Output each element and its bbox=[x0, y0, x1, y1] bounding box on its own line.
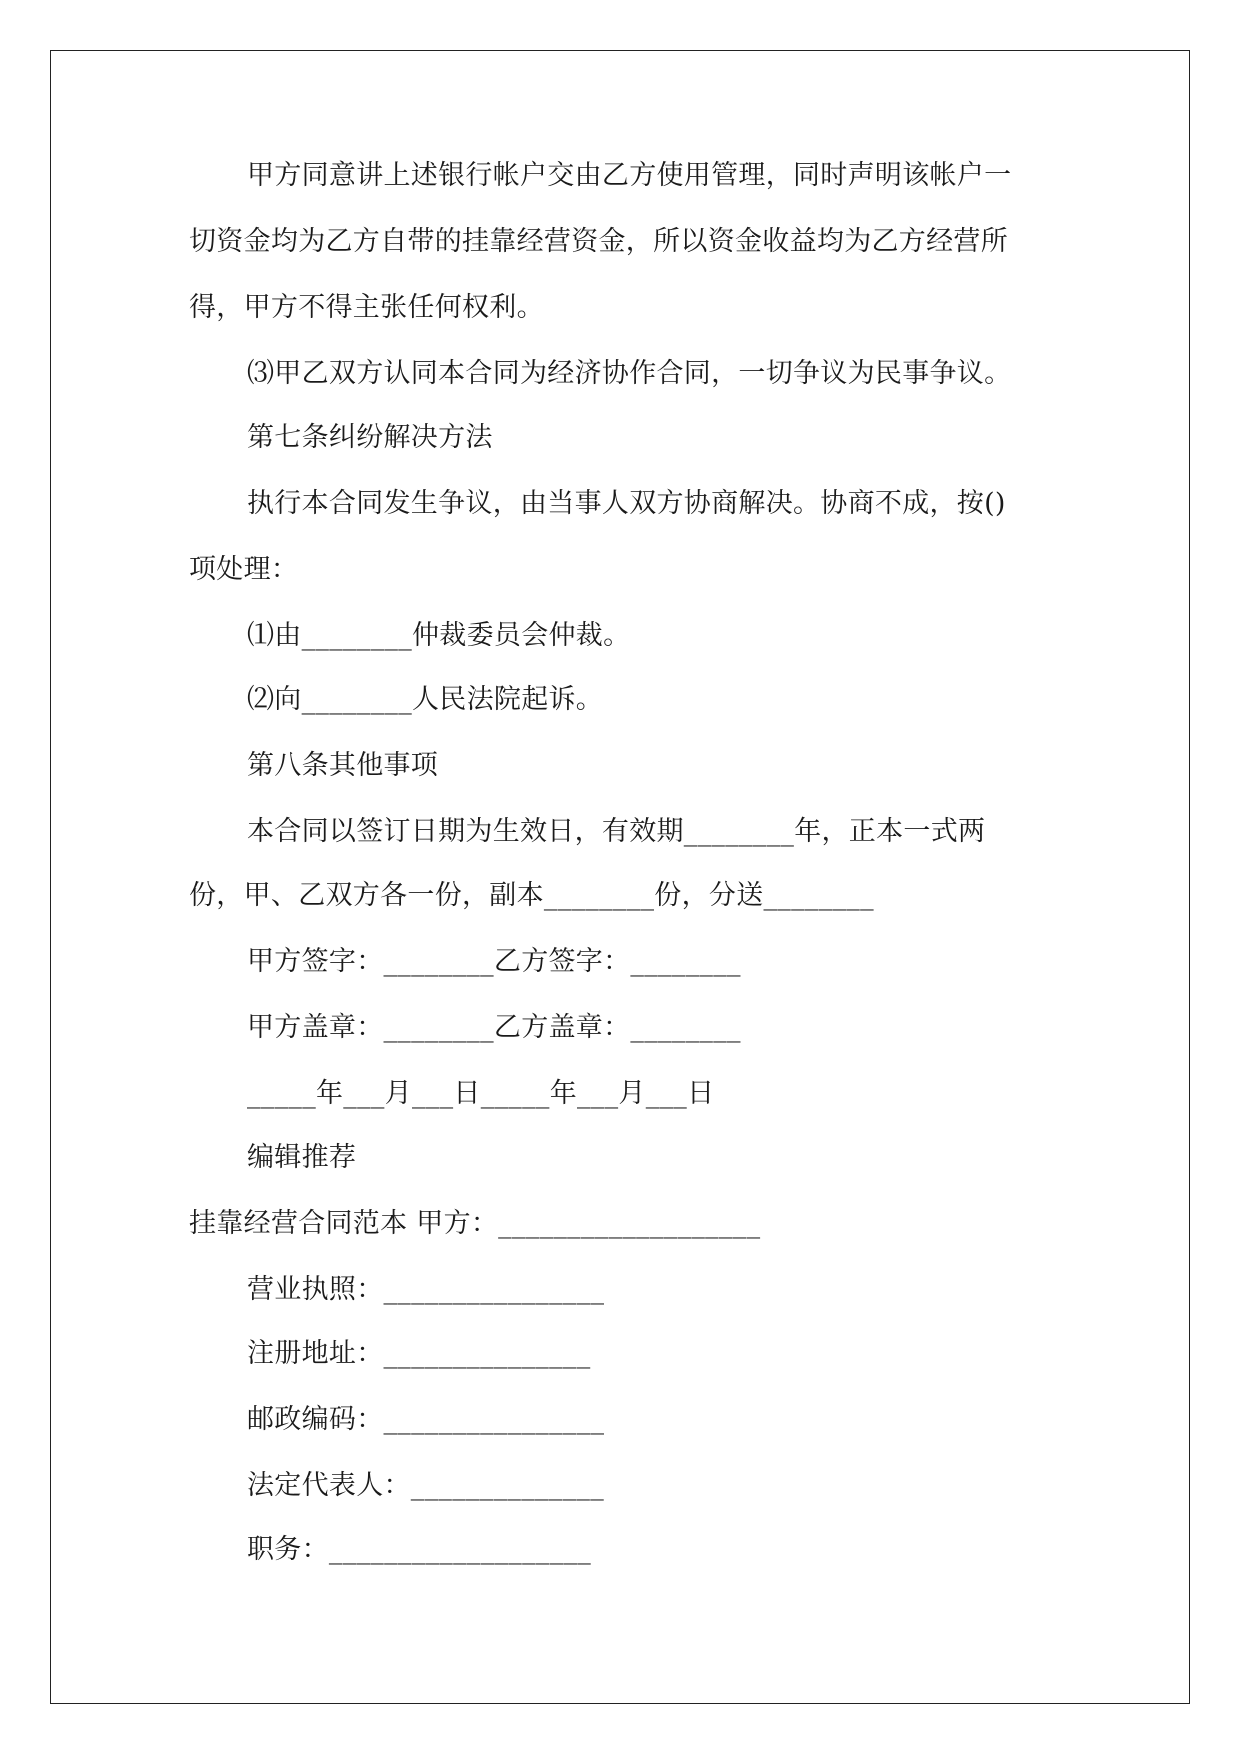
paragraph-line: 甲方同意讲上述银行帐户交由乙方使用管理，同时声明该帐户一 bbox=[247, 160, 1012, 191]
form-field-line: 邮政编码：________________ bbox=[247, 1404, 605, 1435]
paragraph-line: 本合同以签订日期为生效日，有效期________年，正本一式两 bbox=[247, 816, 986, 847]
paragraph-line: 得，甲方不得主张任何权利。 bbox=[189, 292, 544, 323]
paragraph-line: 份，甲、乙双方各一份，副本________份，分送________ bbox=[189, 880, 874, 911]
section-heading: 第七条纠纷解决方法 bbox=[247, 422, 493, 453]
paragraph-line: 切资金均为乙方自带的挂靠经营资金，所以资金收益均为乙方经营所 bbox=[189, 226, 1008, 257]
list-item: ⑴由________仲裁委员会仲裁。 bbox=[247, 620, 631, 651]
list-item: ⑵向________人民法院起诉。 bbox=[247, 684, 604, 715]
date-line: _____年___月___日_____年___月___日 bbox=[247, 1078, 715, 1109]
section-heading: 第八条其他事项 bbox=[247, 750, 439, 781]
form-field-line: 营业执照：________________ bbox=[247, 1274, 605, 1305]
form-field-line: 注册地址：_______________ bbox=[247, 1338, 591, 1369]
paragraph-line: 项处理： bbox=[189, 554, 299, 585]
paragraph-line: ⑶甲乙双方认同本合同为经济协作合同，一切争议为民事争议。 bbox=[247, 358, 1012, 389]
seal-line: 甲方盖章：________乙方盖章：________ bbox=[247, 1012, 741, 1043]
paragraph-line: 执行本合同发生争议，由当事人双方协商解决。协商不成，按() bbox=[247, 488, 1006, 519]
recommend-heading: 编辑推荐 bbox=[247, 1142, 357, 1173]
form-field-line: 法定代表人：______________ bbox=[247, 1470, 604, 1501]
signature-line: 甲方签字：________乙方签字：________ bbox=[247, 946, 741, 977]
template-title-line: 挂靠经营合同范本 甲方：___________________ bbox=[189, 1208, 761, 1239]
form-field-line: 职务：___________________ bbox=[247, 1534, 592, 1565]
